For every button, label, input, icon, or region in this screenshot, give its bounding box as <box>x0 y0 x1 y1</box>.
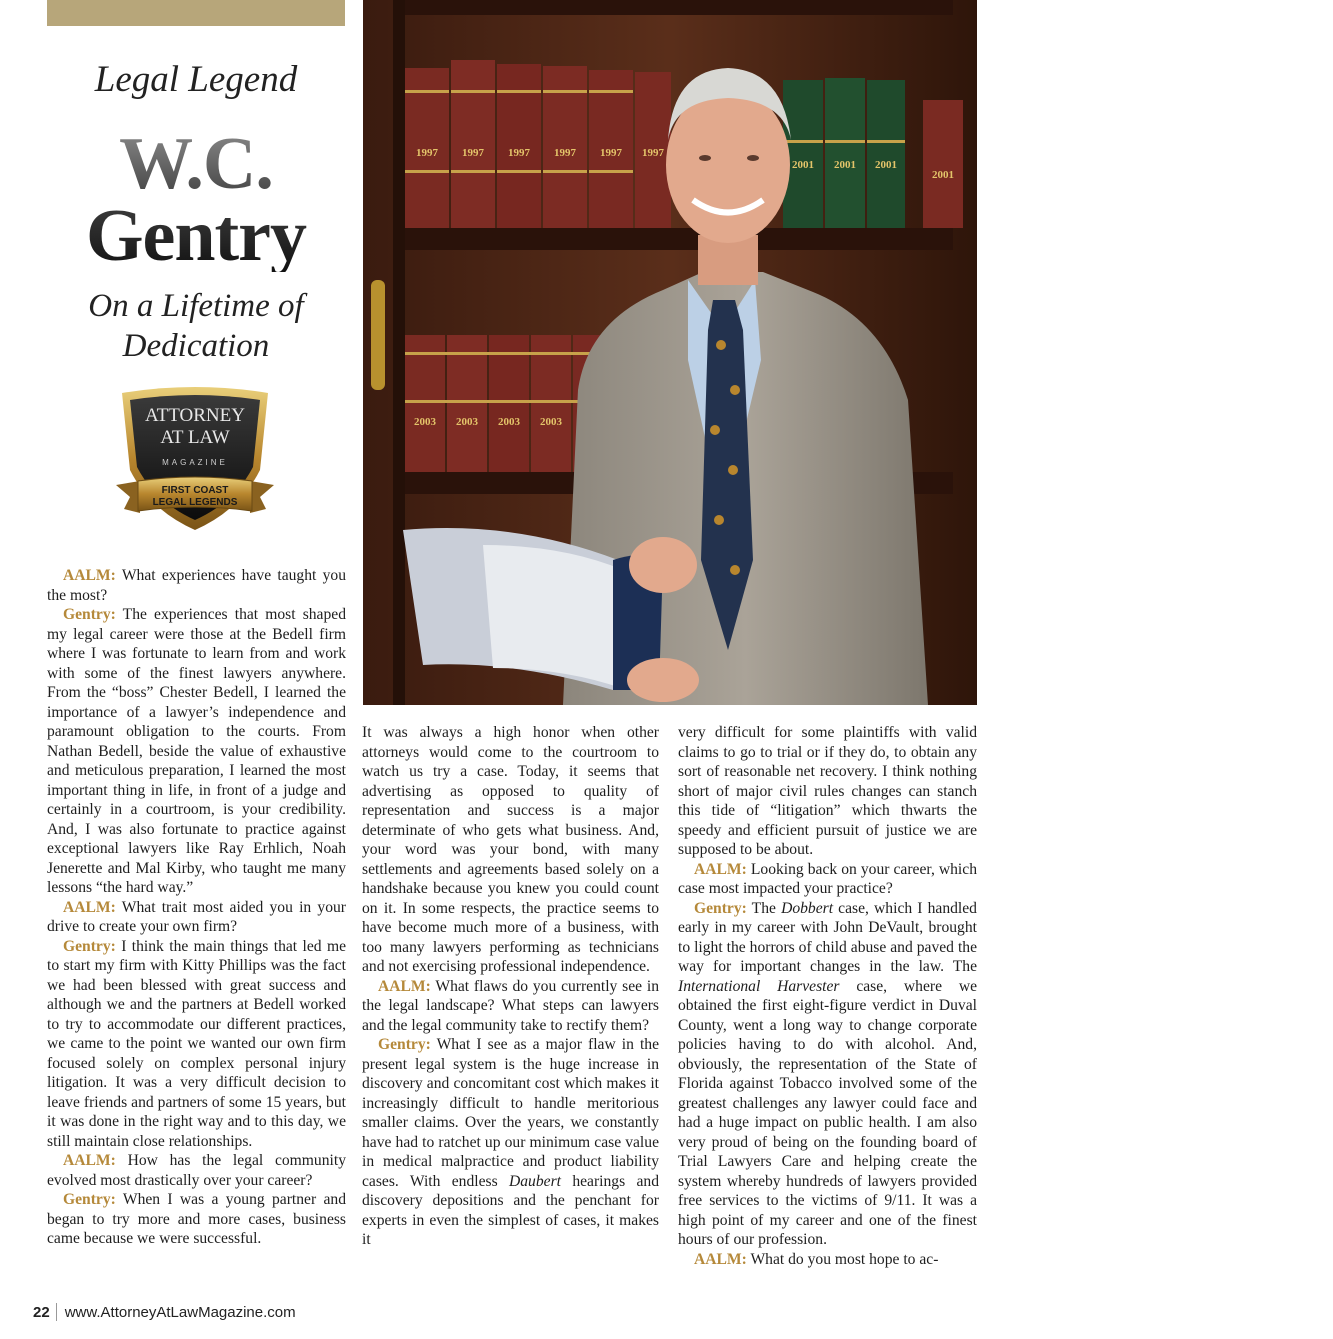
portrait-illustration <box>363 0 977 705</box>
badge-line3: MAGAZINE <box>162 458 228 467</box>
paragraph-text: I think the main things that led me to start my firm with Kitty Phillips was the fact we had been blessed with great success and although we and the partners at Bedell worked to try to accommodate our different practices, we came to the point we wanted our own firm focused solely on complex personal injury litigation. It was a very difficult decision to leave friends and partners of some 15 years, but it was done in the right way and to this day, we still maintain close relationships. <box>47 937 346 1150</box>
paragraph <box>678 860 977 899</box>
paragraph-text: The <box>746 899 782 917</box>
book-year: 1997 <box>554 147 576 159</box>
paragraph <box>47 1190 346 1249</box>
page-number: 22 <box>33 1304 50 1321</box>
headline-line1: W.C. <box>119 123 273 205</box>
paragraph-text: case, where we obtained the first eight-figure verdict in Duval County, went a long way to change corporate policies having to do with alcohol. And, obviously, the representation of the State of Florida against Tobacco involved some of the greatest challenges any lawyer could face and had a huge impact on public health. I am also very proud of being on the founding board of Trial Lawyers Care and helping create the system whereby hundreds of lawyers provided free services to the victims of 9/11. It was a high point of my career and one of the finest hours of our profession. <box>678 977 978 1248</box>
photo-credit: © Barry Rabinowitz, 2016, All rights reserved. <box>1311 469 1323 695</box>
paragraph-text: What experiences have taught you the most? <box>47 567 346 604</box>
top-accent-bar <box>47 0 345 26</box>
paragraph-text: What flaws do you currently see in the legal landscape? What steps can lawyers and the legal community take to rectify them? <box>362 977 659 1034</box>
book-year: 2001 <box>932 169 954 181</box>
paragraph-text: What trait most aided you in your drive to create your own firm? <box>47 898 346 935</box>
case-name: Daubert <box>509 1172 561 1190</box>
case-name: Dobbert <box>781 899 834 917</box>
article-column-2 <box>362 723 659 1250</box>
badge-line2: AT LAW <box>160 427 230 448</box>
paragraph-text: very difficult for some plaintiffs with valid claims to go to trial or if they do, to obtain any sort of reasonable net recovery. I think nothing short of major civil rules changes can stanch this tide of “litigation” which thwarts the speedy and efficient pursuit of justice we are supposed to be about. <box>678 724 977 858</box>
paragraph <box>47 1151 346 1190</box>
speaker-label: Gentry: <box>378 1036 431 1053</box>
headline-line2: Gentry <box>85 195 307 277</box>
speaker-label: AALM: <box>63 567 116 584</box>
paragraph <box>47 898 346 937</box>
speaker-label: AALM: <box>694 860 747 878</box>
article-column-3 <box>678 723 977 1269</box>
paragraph <box>678 723 977 860</box>
footer-divider <box>56 1303 57 1321</box>
paragraph-text: How has the legal community evolved most drastically over your career? <box>47 1152 346 1189</box>
paragraph-text: Looking back on your career, which case most impacted your practice? <box>678 860 977 897</box>
book-year: 2003 <box>456 416 478 428</box>
bookshelf-bottom-row <box>405 335 603 472</box>
paragraph <box>47 937 346 1152</box>
paragraph <box>678 1250 977 1270</box>
book-year: 1997 <box>508 147 530 159</box>
case-name: International Harvester <box>678 977 840 995</box>
paragraph-text: It was always a high honor when other attorneys would come to the courtroom to watch us try a case. Today, it seems that advertising as opposed to quality of representation and success is a major determinate of who gets what business. And, your word was your bond, with many settlements and agreements based solely on a handshake because you knew you could count on it. In some respects, the practice seems to have become much more of a business, with too many lawyers performing as technicians and not exercising professional independence. <box>362 724 659 975</box>
paragraph <box>362 977 659 1036</box>
page-footer <box>33 1303 296 1321</box>
book-year: 2001 <box>834 159 856 171</box>
paragraph-text: What I see as a major flaw in the present legal system is the huge increase in discovery and concomitant cost which makes it increasingly difficult to handle meritorious smaller claims. Over the years, we constantly have had to ratchet up our minimum case value in medical malpractice and product liability cases. With endless <box>362 1036 659 1190</box>
book-year: 1997 <box>642 147 664 159</box>
speaker-label: Gentry: <box>63 1191 116 1208</box>
book-year: 2003 <box>498 416 520 428</box>
footer-url[interactable]: www.AttorneyAtLawMagazine.com <box>64 1304 296 1321</box>
book-year: 2003 <box>414 416 436 428</box>
paragraph <box>678 899 977 1250</box>
book-year: 2001 <box>875 159 897 171</box>
paragraph <box>362 723 659 977</box>
paragraph-text: hearings and discovery depositions and the penchant for experts in even the simplest of cases, it makes it <box>362 1172 659 1248</box>
section-kicker: Legal Legend <box>94 59 298 100</box>
paragraph-text: The experiences that most shaped my legal career were those at the Bedell firm where I was fortunate to learn from and work with some of the finest lawyers anywhere. From the “boss” Chester Bedell, I learned the importance of a lawyer’s independence and paramount obligation to the courts. From Nathan Bedell, beside the value of exhaustive and meticulous preparation, I learned the most important thing in life, in front of a judge and certainly in a courtroom, is your credibility. And, I was also fortunate to practice against exceptional lawyers like Ray Erhlich, Noah Jenerette and Mal Kirby, who taught me many lessons “the hard way.” <box>47 606 346 896</box>
paragraph-text: case, which I handled early in my career with John DeVault, brought to light the horrors of child abuse and paved the way for important changes in the law. The <box>678 899 977 975</box>
book-year: 2001 <box>792 159 814 171</box>
badge-ribbon-line2: LEGAL LEGENDS <box>152 497 238 508</box>
book-year: 1997 <box>600 147 622 159</box>
legal-legends-badge-logo <box>110 385 280 545</box>
book-year: 2003 <box>540 416 562 428</box>
portrait-photo <box>363 0 1323 705</box>
badge-line1: ATTORNEY <box>145 405 245 426</box>
speaker-label: AALM: <box>63 898 116 916</box>
paragraph-text: What do you most hope to ac- <box>746 1250 939 1268</box>
paragraph-text: When I was a young partner and began to try more and more cases, business came because we were successful. <box>47 1191 346 1247</box>
badge-ribbon-line1: FIRST COAST <box>161 485 229 496</box>
speaker-label: AALM: <box>694 1250 747 1268</box>
book-year: 1997 <box>416 147 438 159</box>
speaker-label: AALM: <box>378 977 431 995</box>
paragraph <box>362 1035 659 1250</box>
paragraph <box>47 605 346 898</box>
speaker-label: Gentry: <box>63 606 116 623</box>
article-column-1 <box>47 566 346 1249</box>
speaker-label: AALM: <box>63 1152 116 1169</box>
speaker-label: Gentry: <box>63 937 116 955</box>
headline <box>47 123 345 277</box>
brass-handle <box>371 280 385 390</box>
book-year: 1997 <box>462 147 484 159</box>
subheadline: On a Lifetime of Dedication <box>88 288 304 364</box>
speaker-label: Gentry: <box>694 899 747 917</box>
paragraph <box>47 566 346 605</box>
